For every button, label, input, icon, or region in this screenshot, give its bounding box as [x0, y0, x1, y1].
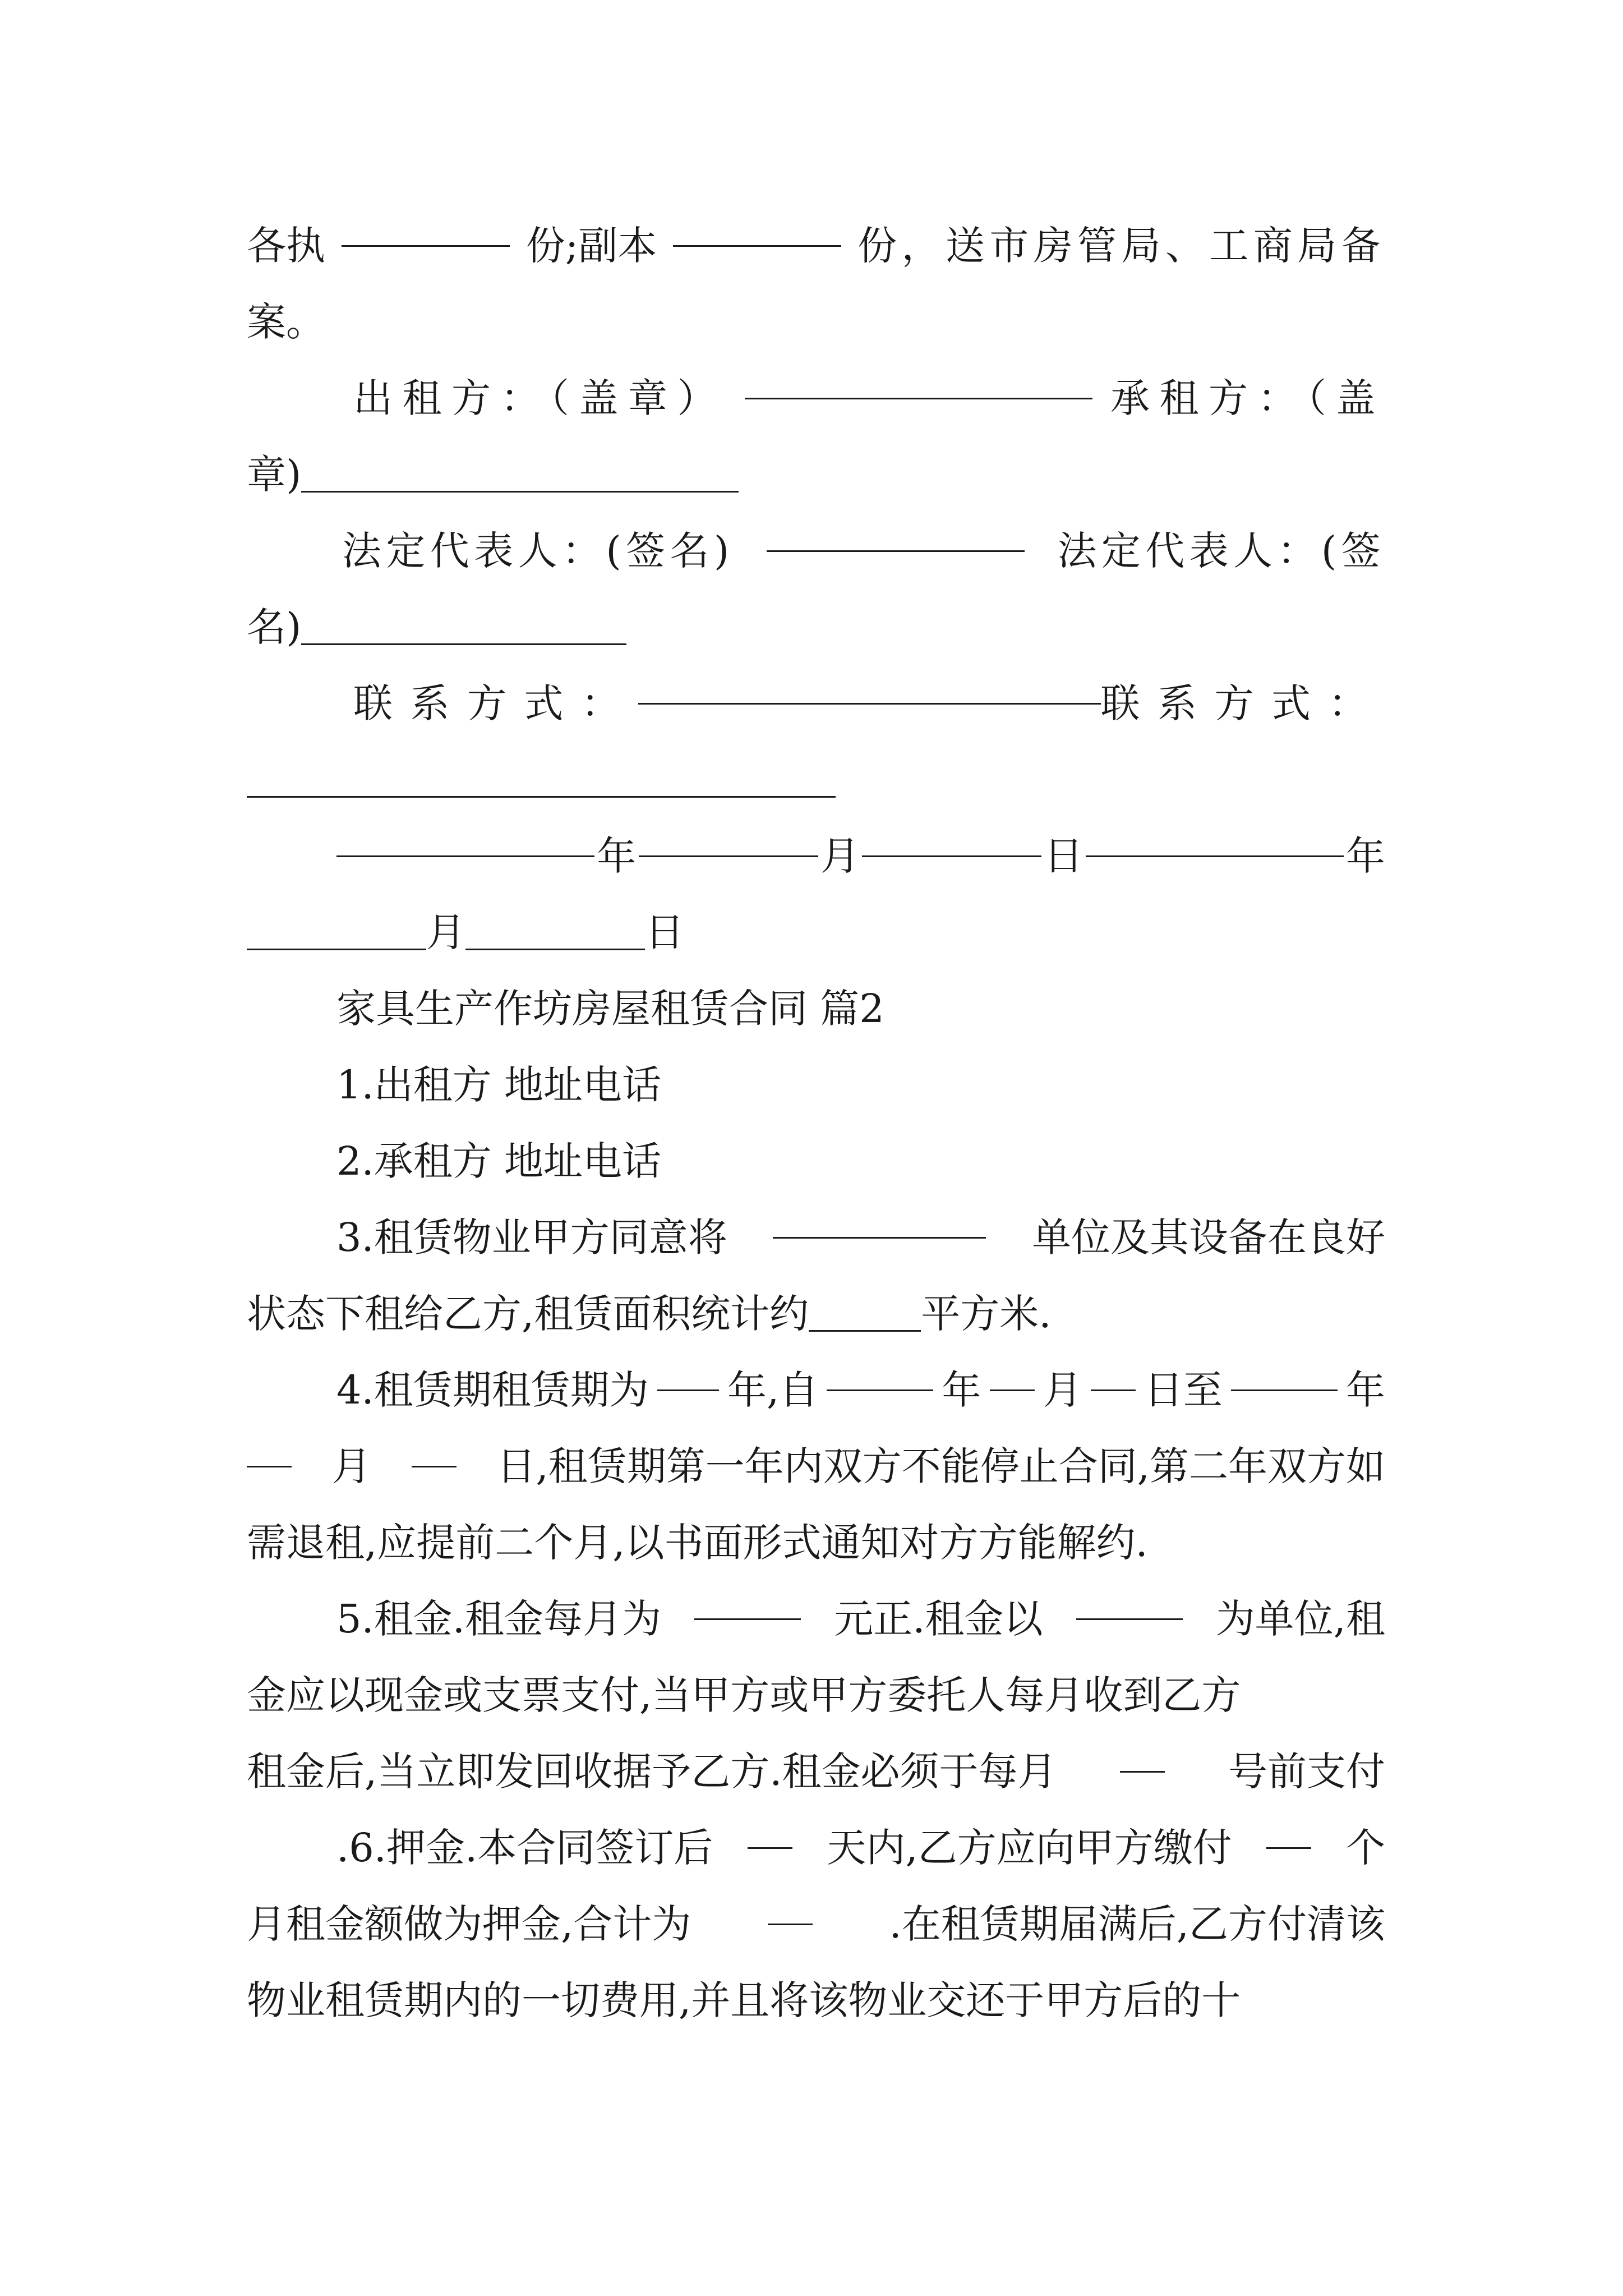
text-segment: .在租赁期届满后,乙方付清该 — [889, 1901, 1385, 1947]
text-segment: 号前支付 — [1228, 1749, 1385, 1795]
text-line — [247, 1886, 1385, 1962]
fill-blank — [748, 1810, 792, 1849]
text-segment: 日至 — [1144, 1367, 1223, 1413]
fill-blank — [773, 1199, 986, 1239]
text-segment: 日,租赁期第一年内双方不能停止合同,第二年双方如 — [496, 1443, 1385, 1489]
signature-label: 承租方：（盖 — [1110, 375, 1385, 421]
text-segment: 月租金额做为押金,合计为 — [247, 1901, 691, 1947]
text-segment: 案。 — [247, 299, 325, 345]
fill-blank — [827, 1352, 933, 1391]
signature-label: 法定代表人：(签名) — [342, 528, 734, 574]
text-line — [247, 742, 1385, 818]
text-line — [247, 1504, 1385, 1581]
document-page — [247, 208, 1385, 2039]
signature-label: 法定代表人：(签 — [1057, 528, 1385, 574]
fill-blank — [336, 818, 594, 857]
text-segment: 单位及其设备在良好 — [1031, 1214, 1385, 1260]
fill-blank — [862, 818, 1041, 857]
fill-blank — [767, 513, 1025, 552]
text-segment: 平方米. — [921, 1291, 1052, 1337]
text-segment: 金应以现金或支票支付,当甲方或甲方委托人每月收到乙方 — [247, 1672, 1241, 1718]
text-line — [247, 1810, 1385, 1886]
text-segment: 为单位,租 — [1215, 1596, 1385, 1642]
section-heading — [247, 970, 1385, 1047]
fill-blank — [247, 1428, 292, 1467]
text-line — [247, 1581, 1385, 1657]
text-segment: 4.租赁期租赁期为 — [336, 1367, 649, 1413]
fill-blank — [673, 208, 841, 247]
text-segment: 3.租赁物业甲方同意将 — [336, 1214, 727, 1260]
contact-label: 联系方式： — [353, 680, 638, 726]
date-unit: 日 — [645, 909, 684, 955]
text-segment: 状态下租给乙方,租赁面积统计约 — [247, 1291, 809, 1337]
date-unit: 年 — [597, 833, 637, 879]
fill-blank — [247, 912, 426, 951]
text-line — [247, 1657, 1385, 1733]
fill-blank — [301, 606, 626, 646]
fill-blank — [1086, 818, 1344, 857]
contact-label: 联系方式： — [1100, 680, 1385, 726]
text-segment: 5.租金.租金每月为 — [336, 1596, 662, 1642]
text-segment: .6.押金.本合同签订后 — [336, 1825, 713, 1871]
fill-blank — [745, 360, 1092, 399]
text-line — [247, 284, 1385, 360]
text-line — [247, 1428, 1385, 1504]
fill-blank — [639, 818, 818, 857]
text-line — [247, 360, 1385, 436]
text-segment: 物业租赁期内的一切费用,并且将该物业交还于甲方后的十 — [247, 1977, 1241, 2023]
signature-label: 出租方：（盖章） — [353, 375, 726, 421]
fill-blank — [694, 1581, 801, 1620]
text-segment: 年,自 — [727, 1367, 819, 1413]
fill-blank — [657, 1352, 719, 1391]
text-line — [247, 1733, 1385, 1810]
text-segment: 章) — [247, 452, 302, 498]
fill-blank — [1076, 1581, 1183, 1620]
fill-blank — [638, 665, 1101, 705]
fill-blank — [412, 1428, 457, 1467]
date-unit: 日 — [1044, 833, 1083, 879]
date-line — [247, 894, 1385, 970]
text-line — [247, 1276, 1385, 1352]
text-segment: 名) — [247, 604, 302, 650]
date-unit: 月 — [426, 909, 465, 955]
text-line — [247, 589, 1385, 665]
text-segment: 月 — [331, 1443, 371, 1489]
text-segment: 年 — [942, 1367, 981, 1413]
text-segment: 1.出租方 地址电话 — [336, 1062, 662, 1108]
fill-blank — [1266, 1810, 1311, 1849]
text-segment: 2.承租方 地址电话 — [336, 1138, 662, 1184]
text-line — [247, 208, 1385, 284]
date-unit: 年 — [1345, 833, 1385, 879]
text-segment: 份;副本 — [525, 223, 657, 269]
fill-blank — [342, 208, 510, 247]
fill-blank — [465, 912, 645, 951]
text-line — [247, 1123, 1385, 1199]
fill-blank — [1091, 1352, 1136, 1391]
text-segment: 个 — [1346, 1825, 1385, 1871]
text-line — [247, 513, 1385, 589]
text-line — [247, 1199, 1385, 1276]
fill-blank — [1231, 1352, 1338, 1391]
date-line — [247, 818, 1385, 894]
text-line — [247, 1352, 1385, 1428]
text-line — [247, 665, 1385, 742]
text-segment: 各执 — [247, 223, 325, 269]
fill-blank — [247, 759, 836, 798]
text-segment: 租金后,当立即发回收据予乙方.租金必须于每月 — [247, 1749, 1057, 1795]
fill-blank — [809, 1293, 921, 1332]
fill-blank — [768, 1886, 813, 1925]
fill-blank — [301, 454, 739, 493]
text-segment: 年 — [1346, 1367, 1385, 1413]
date-unit: 月 — [820, 833, 860, 879]
text-line — [247, 436, 1385, 513]
fill-blank — [1120, 1733, 1165, 1773]
text-segment: 需退租,应提前二个月,以书面形式通知对方方能解约. — [247, 1520, 1148, 1566]
text-segment: 天内,乙方应向甲方缴付 — [827, 1825, 1232, 1871]
fill-blank — [990, 1352, 1035, 1391]
text-segment: 元正.租金以 — [834, 1596, 1043, 1642]
text-line — [247, 1962, 1385, 2039]
text-segment: 月 — [1043, 1367, 1082, 1413]
text-line — [247, 1047, 1385, 1123]
text-segment: 份，送市房管局、工商局备 — [857, 223, 1385, 269]
section-heading-text: 家具生产作坊房屋租赁合同 篇2 — [336, 986, 884, 1032]
